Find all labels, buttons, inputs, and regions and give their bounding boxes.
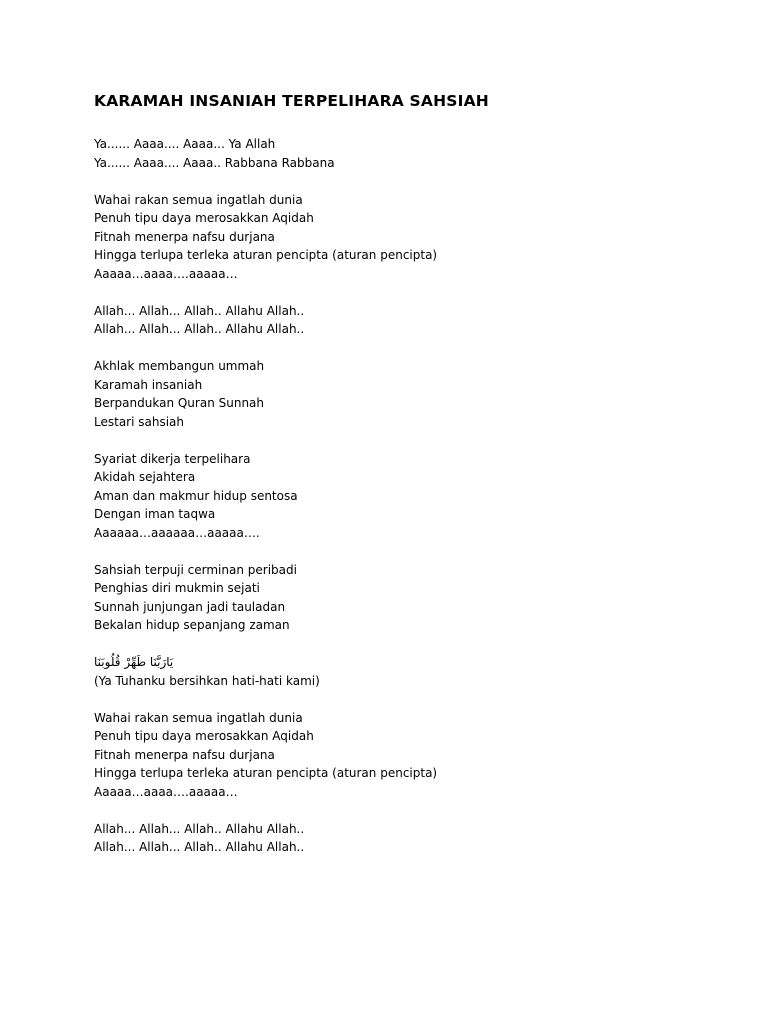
lyric-line: Allah... Allah... Allah.. Allahu Allah.. — [94, 303, 305, 318]
stanza-5 — [94, 450, 734, 543]
arabic-line: يَارَبَّنَا طَهِّرْ قُلُوبَنَا — [94, 655, 174, 669]
lyric-line: Hingga terlupa terleka aturan pencipta (aturan pencipta) — [94, 248, 438, 262]
stanza-2 — [94, 191, 734, 284]
lyric-line: Penghias diri mukmin sejati — [94, 581, 260, 595]
lyric-line: Ya...... Aaaa.... Aaaa... Ya Allah — [94, 137, 276, 151]
lyric-line: Hingga terlupa terleka aturan pencipta (aturan pencipta) — [94, 766, 438, 780]
lyric-line: Wahai rakan semua ingatlah dunia — [94, 710, 303, 725]
lyric-line: (Ya Tuhanku bersihkan hati-hati kami) — [94, 673, 320, 688]
lyric-line: Lestari sahsiah — [94, 414, 185, 429]
lyric-line: Fitnah menerpa nafsu durjana — [94, 747, 275, 762]
lyric-line: Sunnah junjungan jadi tauladan — [94, 599, 286, 614]
lyric-line: Dengan iman taqwa — [94, 507, 216, 521]
lyric-line: Ya...... Aaaa.... Aaaa.. Rabbana Rabbana — [94, 155, 335, 170]
lyric-line: Aman dan makmur hidup sentosa — [94, 488, 298, 503]
lyric-line: Fitnah menerpa nafsu durjana — [94, 229, 275, 244]
lyric-line: Aaaaa…aaaa….aaaaa… — [94, 784, 238, 799]
stanza-8 — [94, 709, 734, 802]
stanza-9 — [94, 820, 734, 857]
arabic-line-wrapper — [94, 653, 734, 672]
lyric-line: Wahai rakan semua ingatlah dunia — [94, 192, 303, 207]
stanza-1 — [94, 135, 734, 172]
document-title: KARAMAH INSANIAH TERPELIHARA SAHSIAH — [94, 92, 489, 110]
lyric-line: Allah... Allah... Allah.. Allahu Allah.. — [94, 821, 305, 836]
lyric-line: Aaaaa…aaaa….aaaaa… — [94, 266, 238, 281]
lyric-line: Penuh tipu daya merosakkan Aqidah — [94, 211, 314, 225]
lyric-line: Allah... Allah... Allah.. Allahu Allah.. — [94, 840, 305, 854]
stanza-4 — [94, 357, 734, 431]
lyric-line: Allah... Allah... Allah.. Allahu Allah.. — [94, 322, 305, 336]
lyric-line: Akhlak membangun ummah — [94, 359, 265, 373]
document-page — [94, 89, 734, 875]
stanza-7 — [94, 653, 734, 690]
lyric-line: Akidah sejahtera — [94, 470, 196, 484]
stanza-3 — [94, 302, 734, 339]
lyric-line: Sahsiah terpuji cerminan peribadi — [94, 562, 297, 577]
lyric-line: Berpandukan Quran Sunnah — [94, 396, 265, 410]
lyric-line: Syariat dikerja terpelihara — [94, 451, 251, 466]
lyric-line: Penuh tipu daya merosakkan Aqidah — [94, 729, 314, 743]
lyric-line: Aaaaaa…aaaaaa…aaaaa…. — [94, 525, 260, 540]
lyric-line: Bekalan hidup sepanjang zaman — [94, 618, 290, 632]
lyric-line: Karamah insaniah — [94, 377, 203, 392]
stanza-6 — [94, 561, 734, 635]
